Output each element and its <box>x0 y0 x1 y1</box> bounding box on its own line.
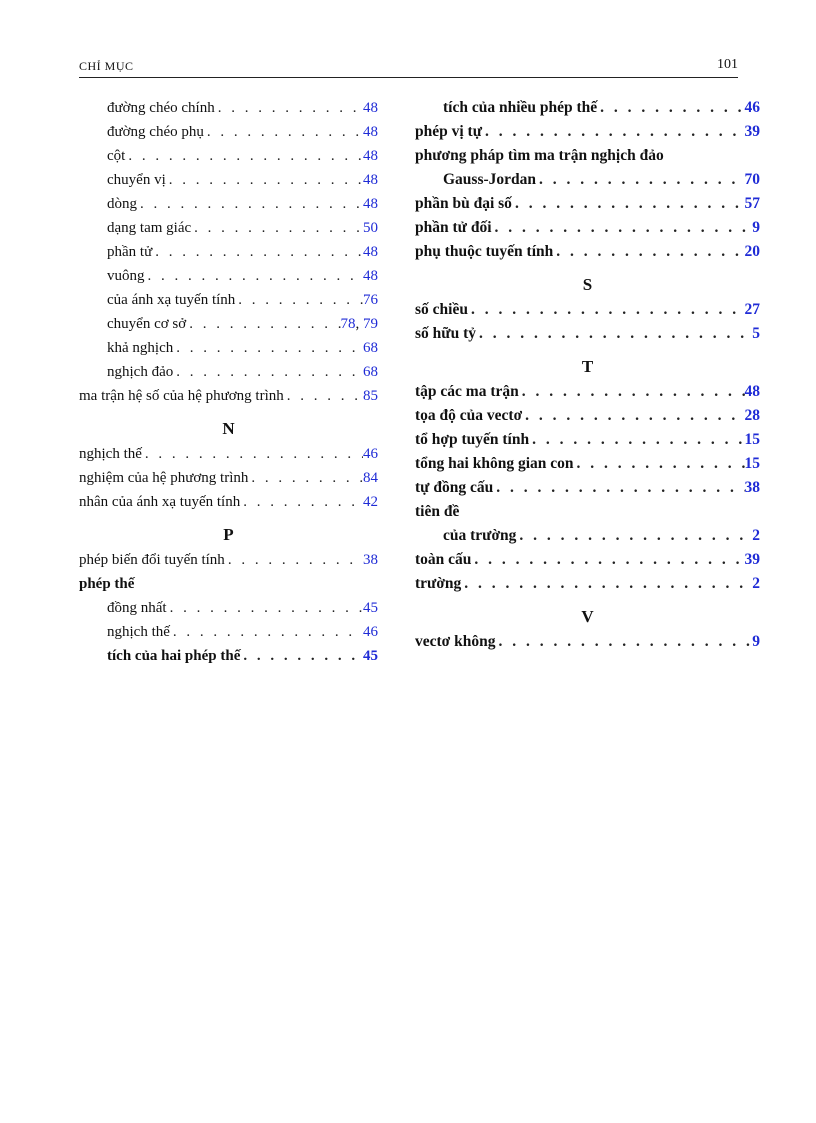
page-references <box>752 216 760 240</box>
dot-leader <box>516 524 752 548</box>
dot-leader <box>125 144 363 168</box>
index-entry <box>79 192 378 216</box>
page-references <box>745 548 761 572</box>
dot-leader <box>493 476 744 500</box>
index-term: Gauss-Jordan <box>443 171 537 188</box>
index-entry <box>79 596 378 620</box>
index-term: chuyển cơ sở <box>107 316 187 332</box>
dot-leader <box>137 192 363 216</box>
page-link[interactable]: 48 <box>363 196 378 212</box>
page-link[interactable]: 9 <box>752 219 760 236</box>
page-link[interactable]: 48 <box>363 124 378 140</box>
index-term: đồng nhất <box>107 600 167 616</box>
index-entry <box>415 476 760 500</box>
index-entry <box>79 288 378 312</box>
index-entry <box>79 96 378 120</box>
index-group-p-continued <box>415 96 760 264</box>
page-link[interactable]: 38 <box>363 552 378 568</box>
page-references <box>363 442 378 466</box>
page-link[interactable]: 48 <box>363 244 378 260</box>
index-group-s <box>415 298 760 346</box>
page-references <box>363 490 378 514</box>
page-references <box>363 336 378 360</box>
dot-leader <box>529 428 744 452</box>
index-term: tiên đề <box>415 503 460 520</box>
dot-leader <box>522 404 744 428</box>
index-group-m <box>79 96 378 408</box>
page-references <box>363 264 378 288</box>
index-term: của trường <box>443 527 517 544</box>
index-entry <box>415 524 760 548</box>
index-term: phần tử đối <box>415 219 492 236</box>
index-term: của ánh xạ tuyến tính <box>107 292 236 308</box>
page-references <box>745 476 761 500</box>
dot-leader <box>167 596 363 620</box>
running-header <box>79 57 738 78</box>
dot-leader <box>145 264 364 288</box>
index-term: đường chéo chính <box>107 100 215 116</box>
dot-leader <box>215 96 363 120</box>
index-entry <box>79 442 378 466</box>
index-term: nghiệm của hệ phương trình <box>79 470 249 486</box>
index-entry <box>415 548 760 572</box>
index-entry <box>415 630 760 654</box>
index-entry <box>79 120 378 144</box>
index-heading-v: V <box>581 607 594 626</box>
page-references <box>752 630 760 654</box>
page-link[interactable]: 46 <box>363 446 378 462</box>
index-term: phương pháp tìm ma trận nghịch đảo <box>415 147 664 164</box>
page-link[interactable]: 79 <box>363 316 378 332</box>
index-term: số hữu tỷ <box>415 325 476 342</box>
page-link[interactable]: 15 <box>744 431 760 448</box>
page-references <box>745 428 761 452</box>
page-references <box>363 644 378 668</box>
index-entry <box>79 360 378 384</box>
index-entry <box>415 298 760 322</box>
index-entry <box>415 322 760 346</box>
index-term: tổ hợp tuyến tính <box>415 431 530 448</box>
index-entry <box>415 120 760 144</box>
index-term: vectơ không <box>415 633 496 650</box>
page-link[interactable]: 78 <box>340 316 356 332</box>
page-link[interactable]: 70 <box>744 171 760 188</box>
dot-leader <box>152 240 363 264</box>
page-references <box>363 384 378 408</box>
index-term: phần bù đại số <box>415 195 512 212</box>
page-references <box>363 288 378 312</box>
index-entry <box>415 428 760 452</box>
index-entry <box>415 404 760 428</box>
page-references <box>745 380 761 404</box>
page-link[interactable]: 48 <box>363 172 378 188</box>
index-term: tổng hai không gian con <box>415 455 574 472</box>
page-references <box>363 240 378 264</box>
index-term: trường <box>415 575 462 592</box>
page-link[interactable]: 46 <box>363 624 378 640</box>
header-section-title: CHỈ MỤC <box>79 59 134 73</box>
index-term: tự đồng cấu <box>415 479 494 496</box>
page-link[interactable]: 9 <box>752 633 760 650</box>
index-term: khả nghịch <box>107 340 174 356</box>
index-entry <box>415 452 760 476</box>
dot-leader <box>574 452 745 476</box>
page-link[interactable]: 20 <box>744 243 760 260</box>
index-term: tọa độ của vectơ <box>415 407 523 424</box>
page-link[interactable]: 84 <box>363 470 378 486</box>
page-link[interactable]: 57 <box>744 195 760 212</box>
page-references <box>745 452 761 476</box>
index-right-column <box>415 96 760 654</box>
index-entry <box>415 192 760 216</box>
page-link[interactable]: 48 <box>363 148 378 164</box>
index-term: tích của hai phép thế <box>107 648 241 664</box>
page-references <box>745 96 761 120</box>
dot-leader <box>471 548 744 572</box>
page-link[interactable]: 45 <box>363 648 378 664</box>
page-references <box>363 620 378 644</box>
page-link[interactable]: 39 <box>744 123 760 140</box>
page-link[interactable]: 5 <box>752 325 760 342</box>
index-entry <box>79 548 378 572</box>
page-link[interactable]: 76 <box>363 292 378 308</box>
page-references <box>363 360 378 384</box>
page-references <box>745 298 761 322</box>
index-term: cột <box>107 148 126 164</box>
index-entry <box>79 240 378 264</box>
index-entry <box>79 466 378 490</box>
index-term: toàn cấu <box>415 551 472 568</box>
dot-leader <box>512 192 745 216</box>
page-references <box>363 548 378 572</box>
index-term: dòng <box>107 196 137 212</box>
index-left-column <box>79 96 378 668</box>
page-link[interactable]: 28 <box>744 407 760 424</box>
index-entry <box>79 216 378 240</box>
dot-leader <box>235 288 363 312</box>
index-heading-n: N <box>222 419 235 438</box>
page-references <box>745 168 761 192</box>
dot-leader <box>248 466 363 490</box>
dot-leader <box>240 644 363 668</box>
index-entry <box>79 490 378 514</box>
index-group-n <box>79 442 378 514</box>
index-heading-t: T <box>581 357 594 376</box>
page-link[interactable]: 85 <box>363 388 378 404</box>
index-term: nghịch thế <box>107 624 170 640</box>
dot-leader <box>166 168 363 192</box>
dot-leader <box>597 96 744 120</box>
index-term: vuông <box>107 268 145 284</box>
index-entry <box>79 384 378 408</box>
dot-leader <box>186 312 340 336</box>
dot-leader <box>476 322 752 346</box>
page-link[interactable]: 42 <box>363 494 378 510</box>
page-link[interactable]: 38 <box>744 479 760 496</box>
page-references <box>363 120 378 144</box>
page-link[interactable]: 2 <box>752 527 760 544</box>
page-references <box>363 96 378 120</box>
dot-leader <box>173 336 363 360</box>
index-term: nhân của ánh xạ tuyến tính <box>79 494 241 510</box>
index-term: đường chéo phụ <box>107 124 204 140</box>
page-link[interactable]: 45 <box>363 600 378 616</box>
index-term: phép thế <box>79 576 135 592</box>
index-entry <box>79 572 378 596</box>
dot-leader <box>170 620 363 644</box>
page-references: 78, 79 <box>340 316 378 332</box>
index-group-p <box>79 548 378 668</box>
dot-leader <box>284 384 363 408</box>
page-link[interactable]: 2 <box>752 575 760 592</box>
page-number: 101 <box>717 57 738 72</box>
page-references <box>363 216 378 240</box>
page-references <box>752 572 760 596</box>
index-term: phép vị tự <box>415 123 483 140</box>
index-term: nghịch đảo <box>107 364 174 380</box>
index-entry <box>79 264 378 288</box>
dot-leader <box>191 216 363 240</box>
index-term: nghịch thế <box>79 446 142 462</box>
dot-leader <box>536 168 744 192</box>
index-term: ma trận hệ số của hệ phương trình <box>79 388 284 404</box>
dot-leader <box>225 548 363 572</box>
index-term: phép biến đổi tuyến tính <box>79 552 225 568</box>
dot-leader <box>204 120 363 144</box>
page-references <box>363 168 378 192</box>
page-references <box>363 466 378 490</box>
index-entry <box>415 572 760 596</box>
index-entry <box>415 96 760 120</box>
page-references <box>363 144 378 168</box>
page-references <box>745 192 761 216</box>
dot-leader <box>553 240 744 264</box>
index-entry <box>415 500 760 524</box>
dot-leader <box>482 120 744 144</box>
dot-leader <box>461 572 752 596</box>
index-entry <box>79 644 378 668</box>
index-term: dạng tam giác <box>107 220 192 236</box>
dot-leader <box>496 630 753 654</box>
index-group-t <box>415 380 760 596</box>
index-term: số chiều <box>415 301 468 318</box>
page-link[interactable]: 46 <box>744 99 760 116</box>
index-term: tích của nhiều phép thế <box>443 99 598 116</box>
dot-leader <box>240 490 363 514</box>
page-link[interactable]: 15 <box>744 455 760 472</box>
index-group-v <box>415 630 760 654</box>
index-heading-p: P <box>223 525 234 544</box>
index-entry <box>415 168 760 192</box>
dot-leader <box>173 360 363 384</box>
page-link[interactable]: 27 <box>744 301 760 318</box>
page-link[interactable]: 48 <box>363 100 378 116</box>
index-term: tập các ma trận <box>415 383 519 400</box>
dot-leader <box>519 380 745 404</box>
page-references <box>745 240 761 264</box>
index-entry <box>79 620 378 644</box>
page-link[interactable]: 50 <box>363 220 378 236</box>
page-references <box>745 120 761 144</box>
index-entry <box>415 380 760 404</box>
index-term: phần tử <box>107 244 153 260</box>
index-entry <box>415 240 760 264</box>
index-entry <box>79 312 378 336</box>
page-references <box>752 524 760 548</box>
index-term: chuyển vị <box>107 172 166 188</box>
dot-leader <box>468 298 745 322</box>
index-entry <box>415 216 760 240</box>
page-references <box>745 404 761 428</box>
index-term: phụ thuộc tuyến tính <box>415 243 554 260</box>
page-link[interactable]: 39 <box>744 551 760 568</box>
index-heading-s: S <box>582 275 593 294</box>
dot-leader <box>492 216 753 240</box>
page-link[interactable]: 48 <box>744 383 760 400</box>
index-entry <box>79 168 378 192</box>
dot-leader <box>142 442 363 466</box>
page-link[interactable]: 68 <box>363 340 378 356</box>
index-entry <box>415 144 760 168</box>
index-entry <box>79 144 378 168</box>
page-references <box>363 596 378 620</box>
page-references <box>752 322 760 346</box>
index-entry <box>79 336 378 360</box>
page-references <box>363 192 378 216</box>
page-link[interactable]: 48 <box>363 268 378 284</box>
page-link[interactable]: 68 <box>363 364 378 380</box>
